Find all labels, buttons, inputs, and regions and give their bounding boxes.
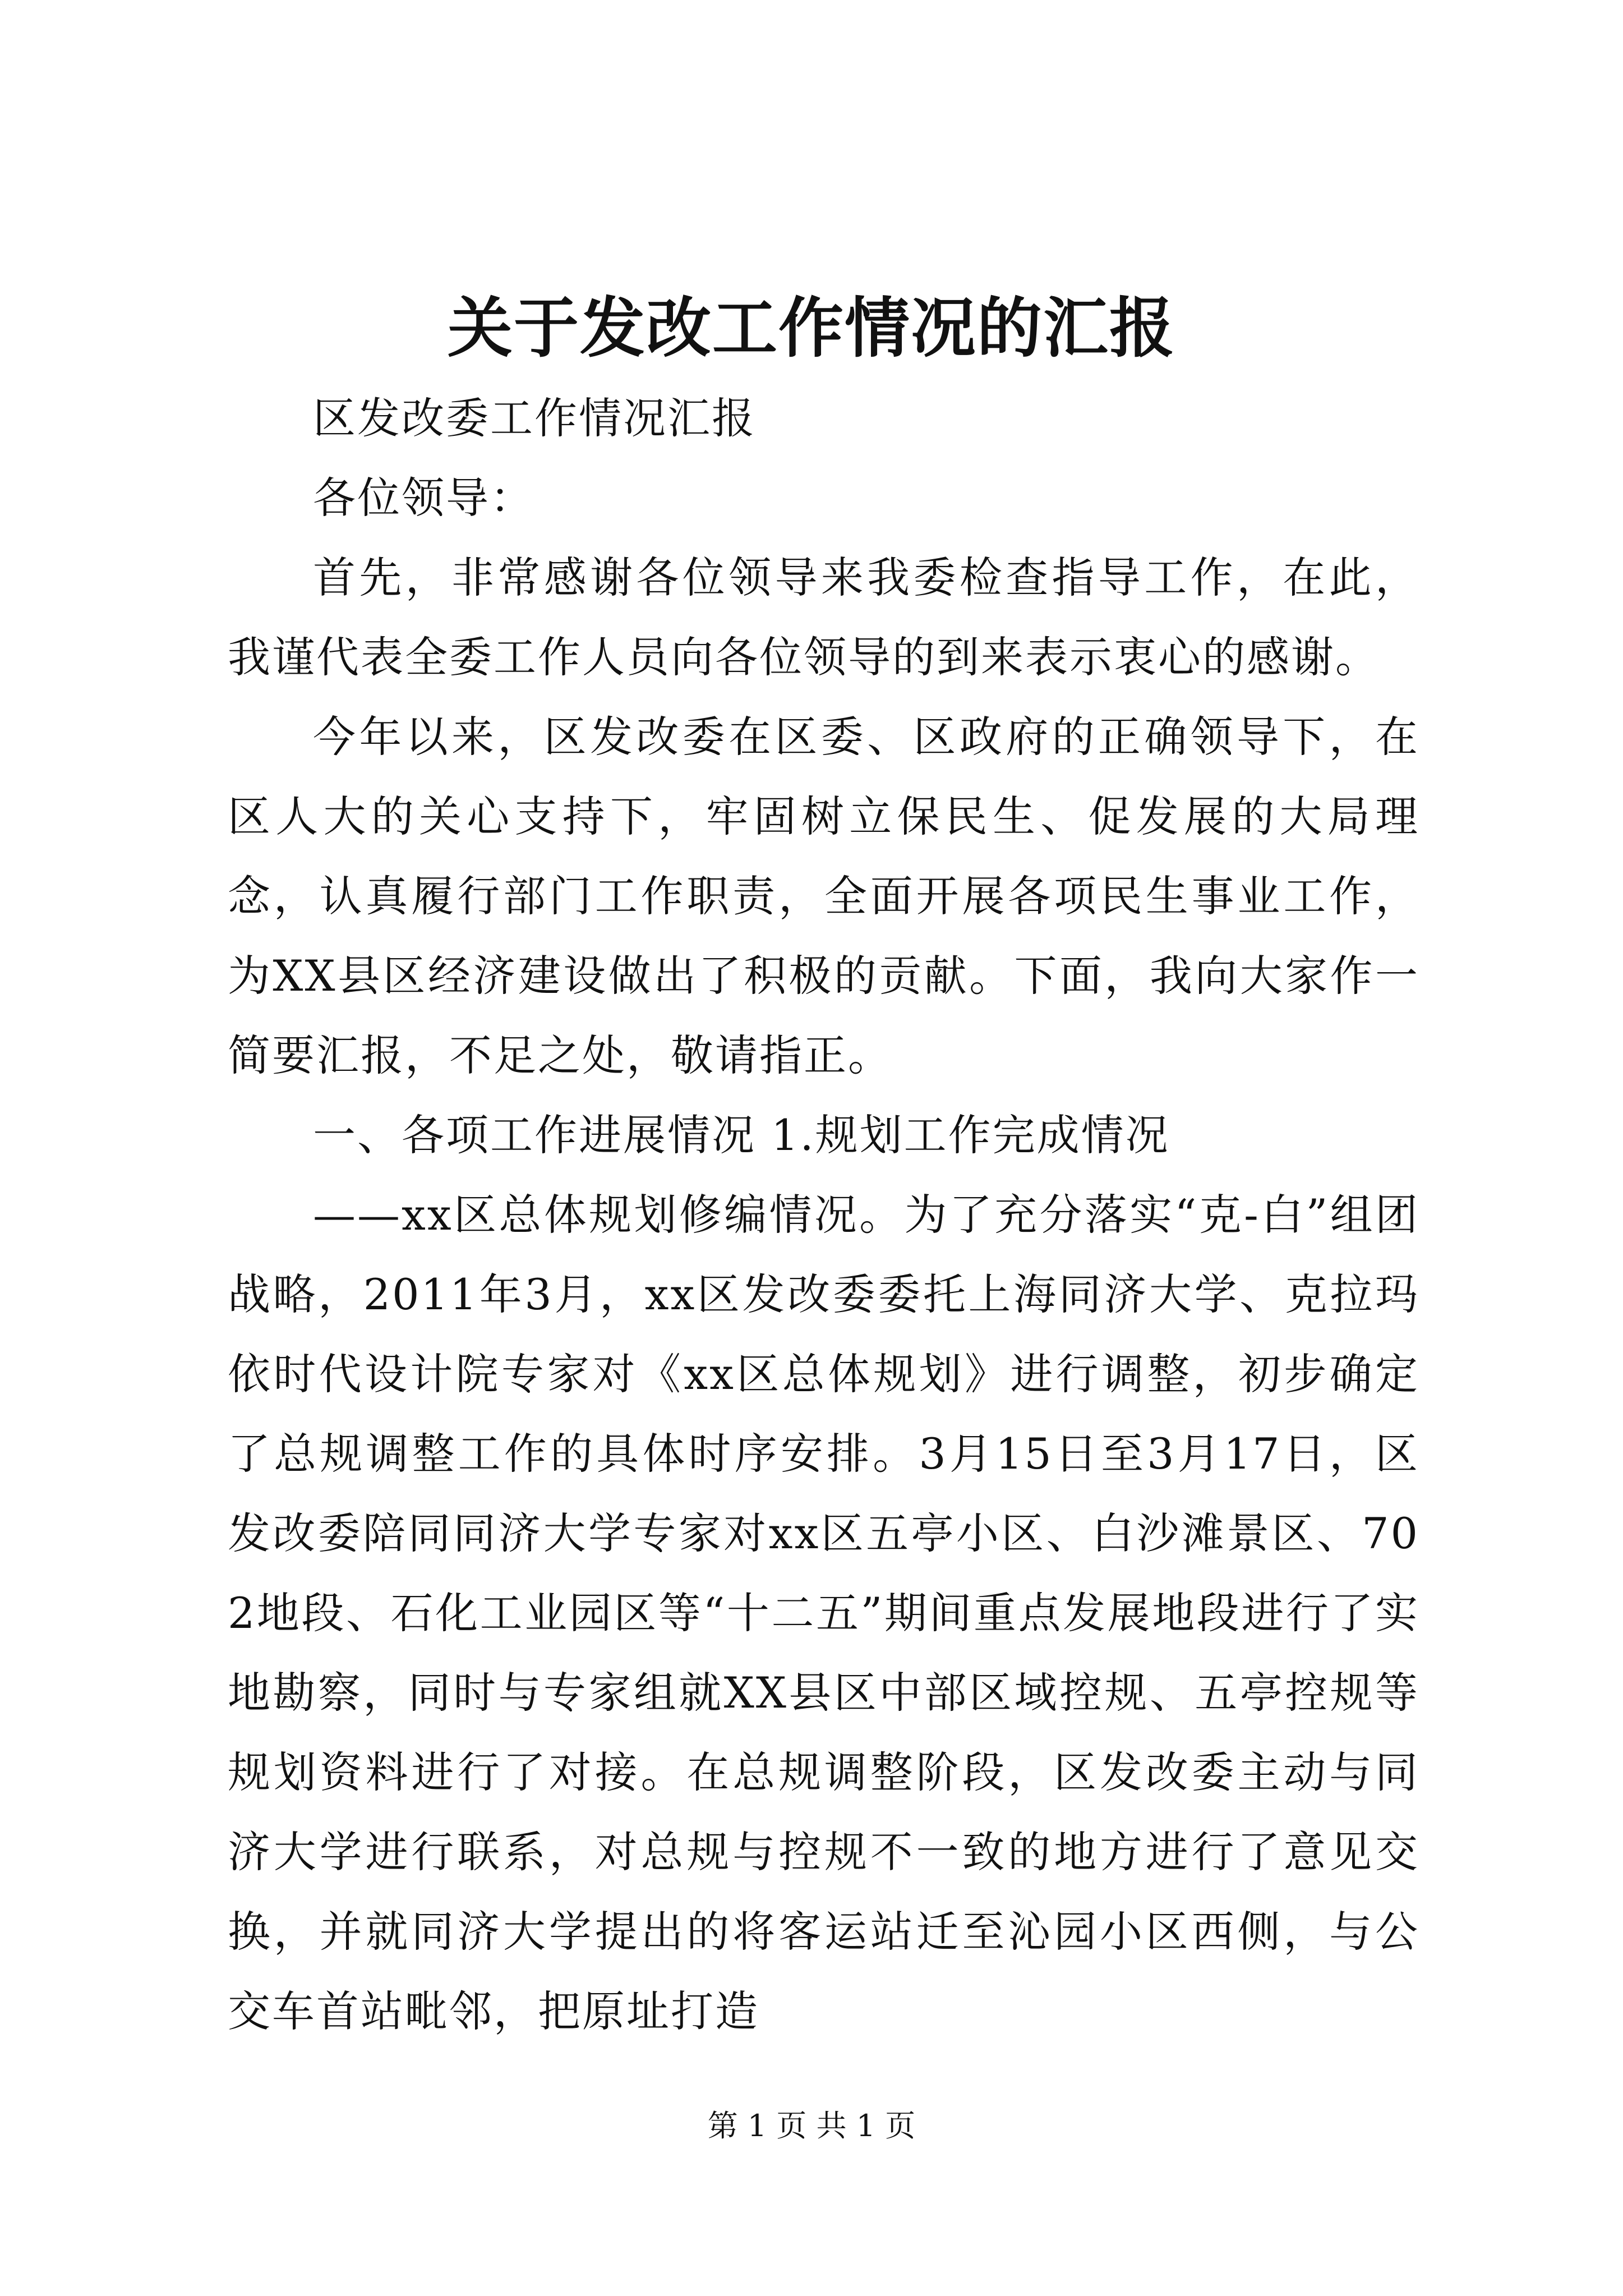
paragraph-subtitle: 区发改委工作情况汇报 (313, 393, 756, 443)
page-footer: 第 1 页 共 1 页 (707, 2108, 916, 2143)
paragraph-section-heading: 一、各项工作进展情况 1.规划工作完成情况 (313, 1110, 1170, 1160)
paragraph-thanks: 首先，非常感谢各位领导来我委检查指导工作，在此，我谨代表全委工作人员向各位领导的到来表示衷心的感谢。 (228, 553, 1419, 682)
paragraph-planning-detail: ——xx区总体规划修编情况。为了充分落实“克-白”组团战略，2011年3月，xx区发改委委托上海同济大学、克拉玛依时代设计院专家对《xx区总体规划》进行调整，初步确定了总规调整工作的具体时序安排。3月15日至3月17日，区发改委陪同同济大学专家对xx区五亭小区、白沙滩景区、702地段、石化工业园区等“十二五”期间重点发展地段进行了实地勘察，同时与专家组就XX县区中部区域控规、五亭控规等规划资料进行了对接。在总规调整阶段，区发改委主动与同济大学进行联系，对总规与控规不一致的地方进行了意见交换，并就同济大学提出的将客运站迁至沁园小区西侧，与公交车首站毗邻，把原址打造 (228, 1190, 1419, 2036)
document-title: 关于发改工作情况的汇报 (448, 290, 1175, 366)
document-body (228, 379, 1419, 2051)
paragraph-salutation: 各位领导： (313, 473, 534, 523)
paragraph-overview: 今年以来，区发改委在区委、区政府的正确领导下，在区人大的关心支持下，牢固树立保民生、促发展的大局理念，认真履行部门工作职责，全面开展各项民生事业工作，为XX县区经济建设做出了积极的贡献。下面，我向大家作一简要汇报，不足之处，敬请指正。 (228, 712, 1419, 1080)
